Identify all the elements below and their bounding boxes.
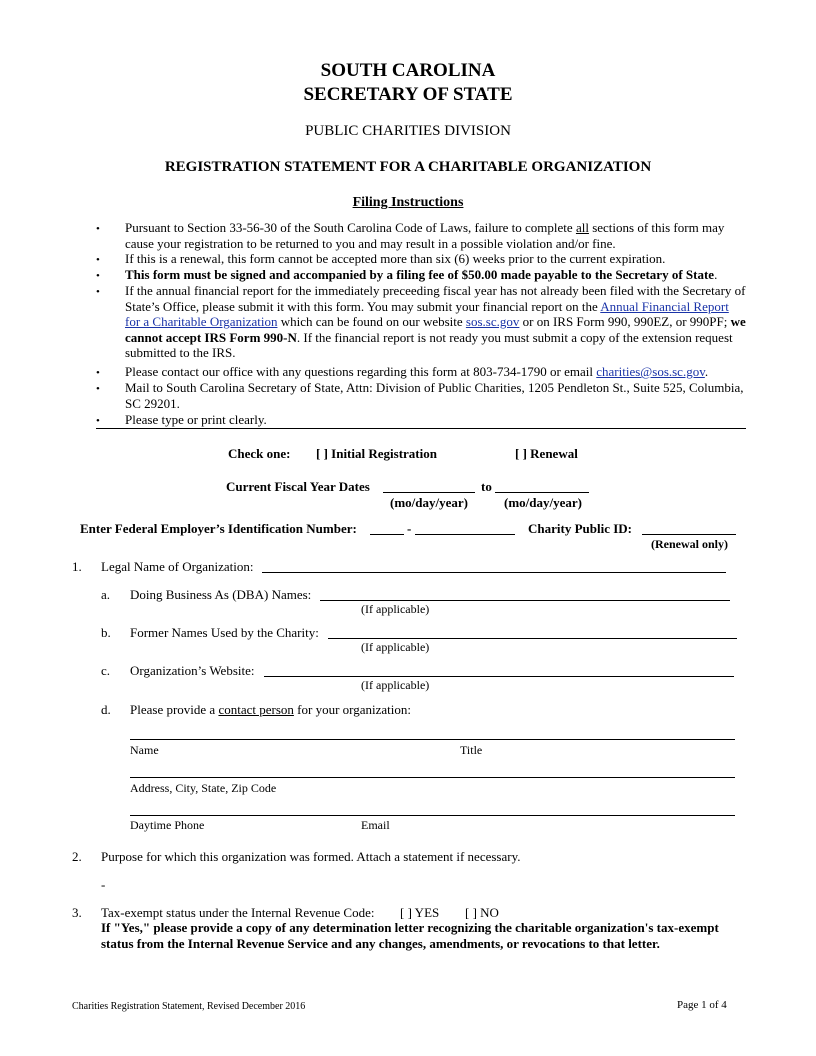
form-title: REGISTRATION STATEMENT FOR A CHARITABLE ORGANIZATION bbox=[164, 159, 652, 175]
annual-report-link[interactable]: Annual Financial Report for a Charitable Organization bbox=[125, 298, 729, 330]
renewal-only-note: (Renewal only) bbox=[651, 537, 728, 551]
section-divider bbox=[96, 428, 746, 429]
dba-if-applicable: (If applicable) bbox=[361, 602, 430, 616]
fein-number-field[interactable] bbox=[415, 534, 515, 535]
contact-name-label: Name bbox=[130, 743, 159, 757]
fein-dash: - bbox=[407, 521, 412, 536]
contact-person-prompt: Please provide a contact person for your organization: bbox=[130, 702, 411, 717]
fein-label: Enter Federal Employer’s Identification Number: bbox=[80, 521, 357, 536]
fiscal-start-field[interactable] bbox=[383, 492, 475, 493]
instruction-2: If this is a renewal, this form cannot be accepted more than six (6) weeks prior to the current expiration. bbox=[125, 251, 666, 266]
instruction-1: Pursuant to Section 33-56-30 of the South Carolina Code of Laws, failure to complete all sections of this form may cause your registration to be returned to you and may result in a possible violation and/or fine. bbox=[125, 220, 725, 251]
q1c-letter: c. bbox=[101, 663, 111, 678]
initial-registration-checkbox[interactable]: [ ] Initial Registration bbox=[316, 446, 437, 461]
contact-email-label: Email bbox=[361, 818, 390, 832]
purpose-label: Purpose for which this organization was formed. Attach a statement if necessary. bbox=[101, 849, 521, 864]
contact-phone-label: Daytime Phone bbox=[130, 818, 205, 832]
fiscal-end-hint: (mo/day/year) bbox=[504, 495, 582, 510]
bullet-3: • bbox=[96, 270, 100, 282]
instruction-3: This form must be signed and accompanied by a filing fee of $50.00 made payable to the Secretary of State. bbox=[125, 267, 718, 282]
state-heading: SOUTH CAROLINA bbox=[320, 60, 496, 81]
fein-prefix-field[interactable] bbox=[370, 534, 404, 535]
contact-name-title-field[interactable] bbox=[130, 739, 735, 740]
legal-name-label: Legal Name of Organization: bbox=[101, 559, 254, 574]
fiscal-to-label: to bbox=[481, 479, 492, 494]
bullet-1: • bbox=[96, 223, 100, 235]
q3-number: 3. bbox=[72, 905, 82, 920]
former-names-label: Former Names Used by the Charity: bbox=[130, 625, 319, 640]
bullet-6: • bbox=[96, 383, 100, 395]
bullet-4: • bbox=[96, 286, 100, 298]
bullet-7: • bbox=[96, 415, 100, 427]
q1a-letter: a. bbox=[101, 587, 111, 602]
renewal-checkbox[interactable]: [ ] Renewal bbox=[515, 446, 578, 461]
website-if-applicable: (If applicable) bbox=[361, 678, 430, 692]
footer-revision: Charities Registration Statement, Revised December 2016 bbox=[72, 1001, 306, 1012]
contact-address-field[interactable] bbox=[130, 777, 735, 778]
division-heading: PUBLIC CHARITIES DIVISION bbox=[305, 123, 511, 139]
bullet-5: • bbox=[96, 367, 100, 379]
website-label: Organization’s Website: bbox=[130, 663, 255, 678]
tax-exempt-yes-checkbox[interactable]: [ ] YES bbox=[400, 905, 440, 920]
dba-label: Doing Business As (DBA) Names: bbox=[130, 587, 312, 602]
former-names-field[interactable] bbox=[328, 638, 737, 639]
former-names-if-applicable: (If applicable) bbox=[361, 640, 430, 654]
q1d-letter: d. bbox=[101, 702, 111, 717]
q1-number: 1. bbox=[72, 559, 82, 574]
determination-note-line1: If "Yes," please provide a copy of any determination letter recognizing the charitable organization's tax-exempt bbox=[101, 920, 719, 935]
bullet-2: • bbox=[96, 254, 100, 266]
determination-note-line2: status from the Internal Revenue Service and any changes, amendments, or revocations to that letter. bbox=[101, 936, 660, 951]
instruction-6: Mail to South Carolina Secretary of State, Attn: Division of Public Charities, 1205 Pendleton St., Suite 525, Columbia, SC 29201. bbox=[125, 380, 744, 411]
instruction-5: Please contact our office with any questions regarding this form at 803-734-1790 or email charities@sos.sc.gov. bbox=[125, 364, 709, 379]
fiscal-end-field[interactable] bbox=[495, 492, 589, 493]
purpose-answer-mark: - bbox=[101, 877, 106, 892]
footer-page-number: Page 1 of 4 bbox=[677, 999, 727, 1011]
check-one-label: Check one: bbox=[228, 446, 291, 461]
charity-id-field[interactable] bbox=[642, 534, 736, 535]
fiscal-start-hint: (mo/day/year) bbox=[390, 495, 468, 510]
q2-number: 2. bbox=[72, 849, 82, 864]
website-field[interactable] bbox=[264, 676, 734, 677]
dba-field[interactable] bbox=[320, 600, 730, 601]
charity-id-label: Charity Public ID: bbox=[528, 521, 632, 536]
contact-address-label: Address, City, State, Zip Code bbox=[130, 781, 277, 795]
contact-title-label: Title bbox=[460, 743, 483, 757]
email-link[interactable]: charities@sos.sc.gov bbox=[596, 364, 705, 379]
instruction-7: Please type or print clearly. bbox=[125, 412, 267, 427]
tax-exempt-label: Tax-exempt status under the Internal Revenue Code: bbox=[101, 905, 375, 920]
tax-exempt-no-checkbox[interactable]: [ ] NO bbox=[465, 905, 499, 920]
legal-name-field[interactable] bbox=[262, 572, 726, 573]
instructions-title: Filing Instructions bbox=[352, 195, 464, 210]
instruction-4: If the annual financial report for the immediately preceeding fiscal year has not already been filed with the Secretary of State’s Office, please submit it with this form. You may submit your financial report on the Annual Financial Report for a Charitable Organization which can be found on our website sos.sc.gov or on IRS Form 990, 990EZ, or 990PF; we cannot accept IRS Form 990-N. If the financial report is not ready you must submit a copy of the extension request submitted to the IRS. bbox=[125, 283, 746, 361]
office-heading: SECRETARY OF STATE bbox=[303, 84, 513, 105]
contact-phone-email-field[interactable] bbox=[130, 815, 735, 816]
fiscal-year-label: Current Fiscal Year Dates bbox=[226, 479, 370, 494]
q1b-letter: b. bbox=[101, 625, 111, 640]
website-link[interactable]: sos.sc.gov bbox=[465, 314, 520, 330]
